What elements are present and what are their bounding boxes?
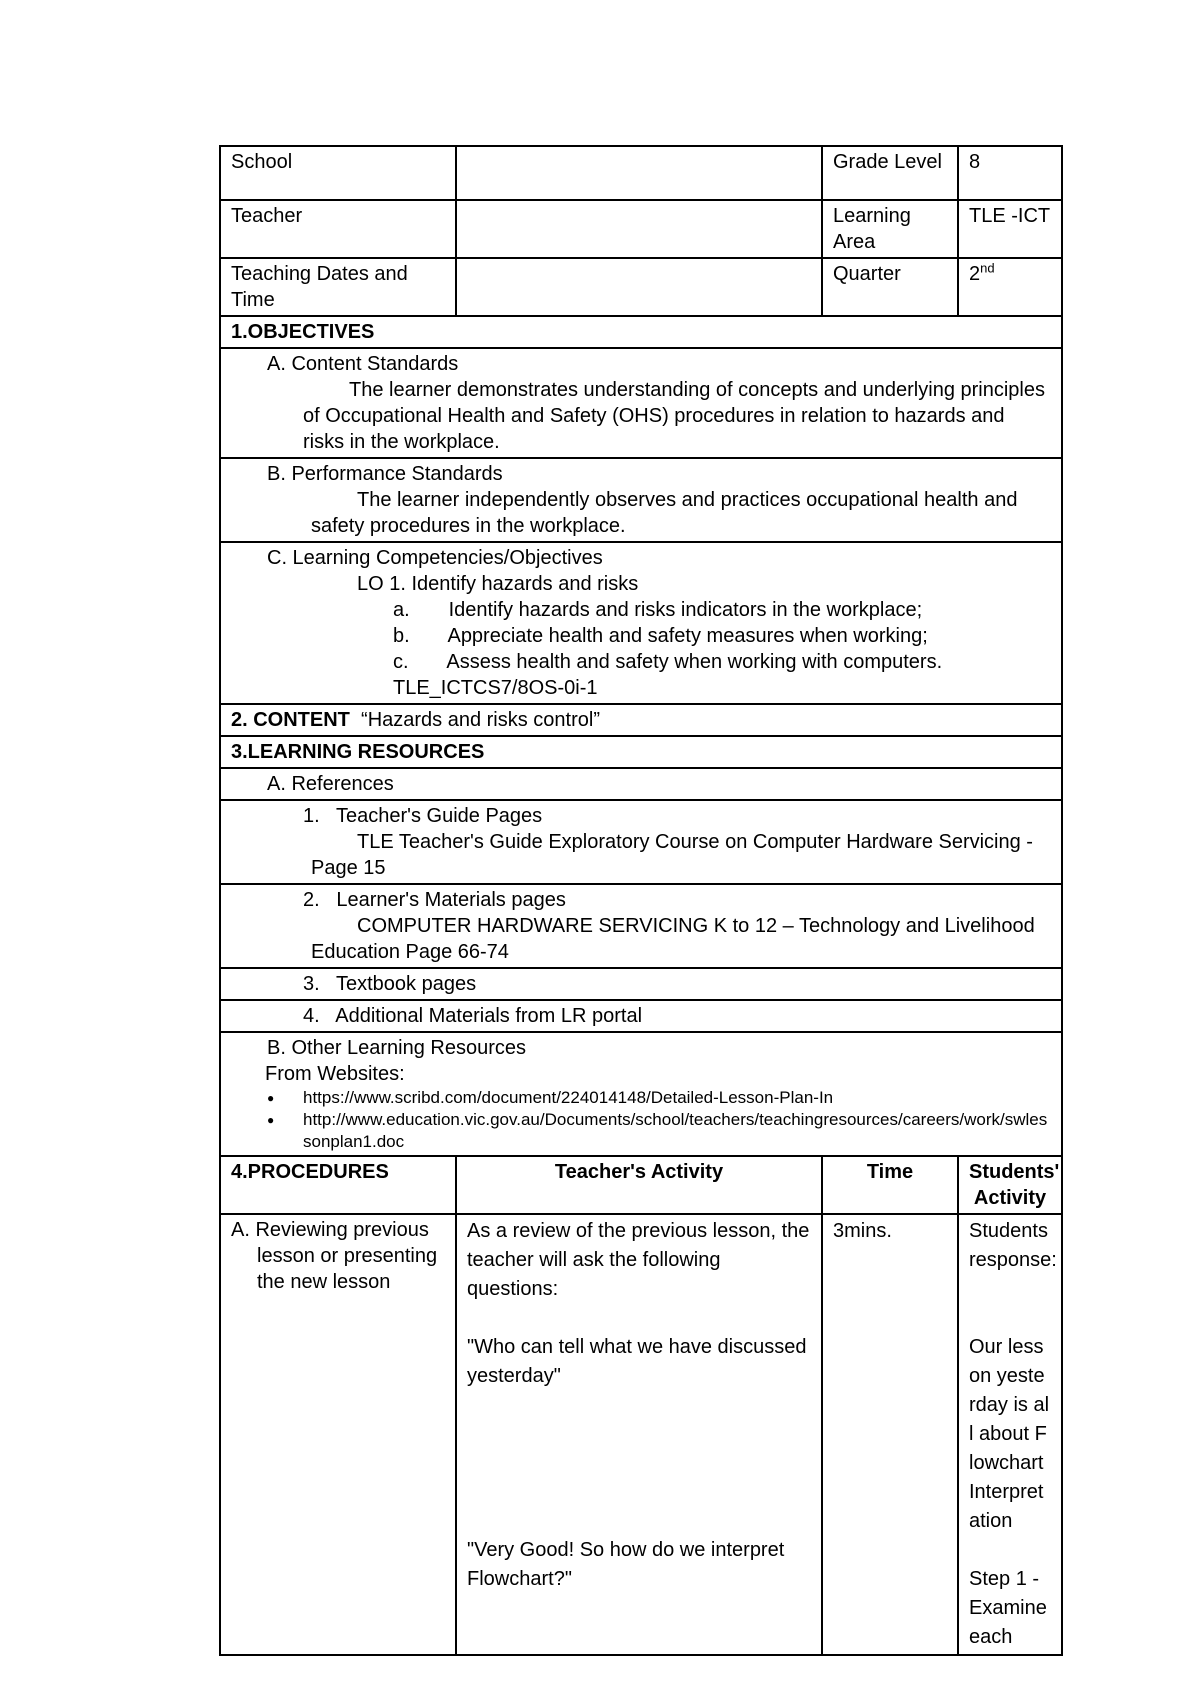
- grade-value: 8: [958, 146, 1062, 200]
- content-standards-title: A. Content Standards: [267, 353, 459, 375]
- objective-item-b: b. Appreciate health and safety measures when working;: [393, 625, 928, 647]
- content-row: [220, 704, 1062, 736]
- procedure-a-teacher-2: "Who can tell what we have discussed yesterday": [467, 1336, 807, 1387]
- content-standards-row: [220, 348, 1062, 458]
- resources-heading: 3.LEARNING RESOURCES: [220, 736, 1062, 768]
- objectives-heading-row: [220, 316, 1062, 348]
- website-link[interactable]: ● http://www.education.vic.gov.au/Documents/school/teachers/teachingresources/careers/work/swlessonplan1.doc: [303, 1109, 1051, 1153]
- learning-competencies-row: [220, 542, 1062, 704]
- performance-standards-title: B. Performance Standards: [267, 463, 503, 485]
- teacher-label: Teacher: [220, 200, 456, 258]
- content-heading: 2. CONTENT: [231, 709, 350, 731]
- competency-code: TLE_ICTCS7/8OS-0i-1: [393, 677, 598, 699]
- lo-heading: LO 1. Identify hazards and risks: [357, 573, 639, 595]
- learners-materials-row: [220, 884, 1062, 968]
- procedure-a-student-1: Students response:: [969, 1220, 1057, 1271]
- additional-materials-row: [220, 1000, 1062, 1032]
- websites-label: From Websites:: [265, 1063, 405, 1085]
- procedure-a-student-2: Our lesson yesterday is all about Flowchart Interpretation: [969, 1336, 1050, 1532]
- learning-area-label: Learning Area: [822, 200, 958, 258]
- dates-value: [456, 258, 822, 316]
- learning-area-value: TLE -ICT: [958, 200, 1062, 258]
- performance-standards-text: The learner independently observes and practices occupational health and safety procedures in the workplace.: [311, 489, 1018, 537]
- lesson-plan-table: [219, 145, 1063, 1656]
- textbook-title: 3. Textbook pages: [303, 973, 477, 995]
- school-row: [220, 146, 1062, 200]
- references-row: [220, 768, 1062, 800]
- objectives-heading: 1.OBJECTIVES: [220, 316, 1062, 348]
- learners-materials-text: COMPUTER HARDWARE SERVICING K to 12 – Technology and Livelihood Education Page 66-74: [311, 915, 1035, 963]
- grade-label: Grade Level: [822, 146, 958, 200]
- procedures-header-row: [220, 1156, 1062, 1214]
- school-label: School: [220, 146, 456, 200]
- procedure-row-a: [220, 1214, 1062, 1655]
- learners-materials-title: 2. Learner's Materials pages: [303, 889, 566, 911]
- other-resources-title: B. Other Learning Resources: [267, 1037, 527, 1059]
- lesson-plan-document: [219, 145, 1061, 1656]
- textbook-row: [220, 968, 1062, 1000]
- website-link[interactable]: ● https://www.scribd.com/document/224014148/Detailed-Lesson-Plan-In: [303, 1087, 1051, 1109]
- teachers-guide-title: 1. Teacher's Guide Pages: [303, 805, 543, 827]
- dates-row: [220, 258, 1062, 316]
- performance-standards-row: [220, 458, 1062, 542]
- references-title: A. References: [267, 773, 394, 795]
- content-standards-text: The learner demonstrates understanding of concepts and underlying principles of Occupational Health and Safety (OHS) procedures in relation to hazards and risks in the workplace.: [303, 379, 1045, 453]
- procedure-a-time: 3mins.: [833, 1220, 892, 1242]
- procedure-a-teacher-1: As a review of the previous lesson, the teacher will ask the following questions:: [467, 1220, 810, 1300]
- school-value: [456, 146, 822, 200]
- quarter-label: Quarter: [822, 258, 958, 316]
- quarter-suffix: nd: [980, 260, 995, 276]
- teachers-guide-text: TLE Teacher's Guide Exploratory Course on Computer Hardware Servicing - Page 15: [311, 831, 1033, 879]
- website-list: [231, 1087, 1051, 1153]
- teacher-activity-header: Teacher's Activity: [456, 1156, 822, 1214]
- teachers-guide-row: [220, 800, 1062, 884]
- additional-materials-title: 4. Additional Materials from LR portal: [303, 1005, 643, 1027]
- resources-heading-row: [220, 736, 1062, 768]
- other-resources-row: [220, 1032, 1062, 1156]
- dates-label: Teaching Dates and Time: [220, 258, 456, 316]
- procedure-a-teacher-3: "Very Good! So how do we interpret Flowchart?": [467, 1539, 785, 1590]
- procedures-heading: 4.PROCEDURES: [220, 1156, 456, 1214]
- objective-item-c: c. Assess health and safety when working with computers.: [393, 651, 943, 673]
- teacher-value: [456, 200, 822, 258]
- objective-item-a: a. Identify hazards and risks indicators in the workplace;: [393, 599, 923, 621]
- procedure-a-student-3: Step 1 - Examine each: [969, 1568, 1047, 1648]
- quarter-number: 2: [969, 263, 981, 285]
- time-header: Time: [822, 1156, 958, 1214]
- teacher-row: [220, 200, 1062, 258]
- procedure-a-label: A. Reviewing previous lesson or presenting the new lesson: [231, 1219, 438, 1293]
- learning-competencies-title: C. Learning Competencies/Objectives: [267, 547, 603, 569]
- quarter-value: [958, 258, 1062, 316]
- content-text: “Hazards and risks control”: [361, 709, 600, 731]
- students-activity-header: Students' Activity: [958, 1156, 1062, 1214]
